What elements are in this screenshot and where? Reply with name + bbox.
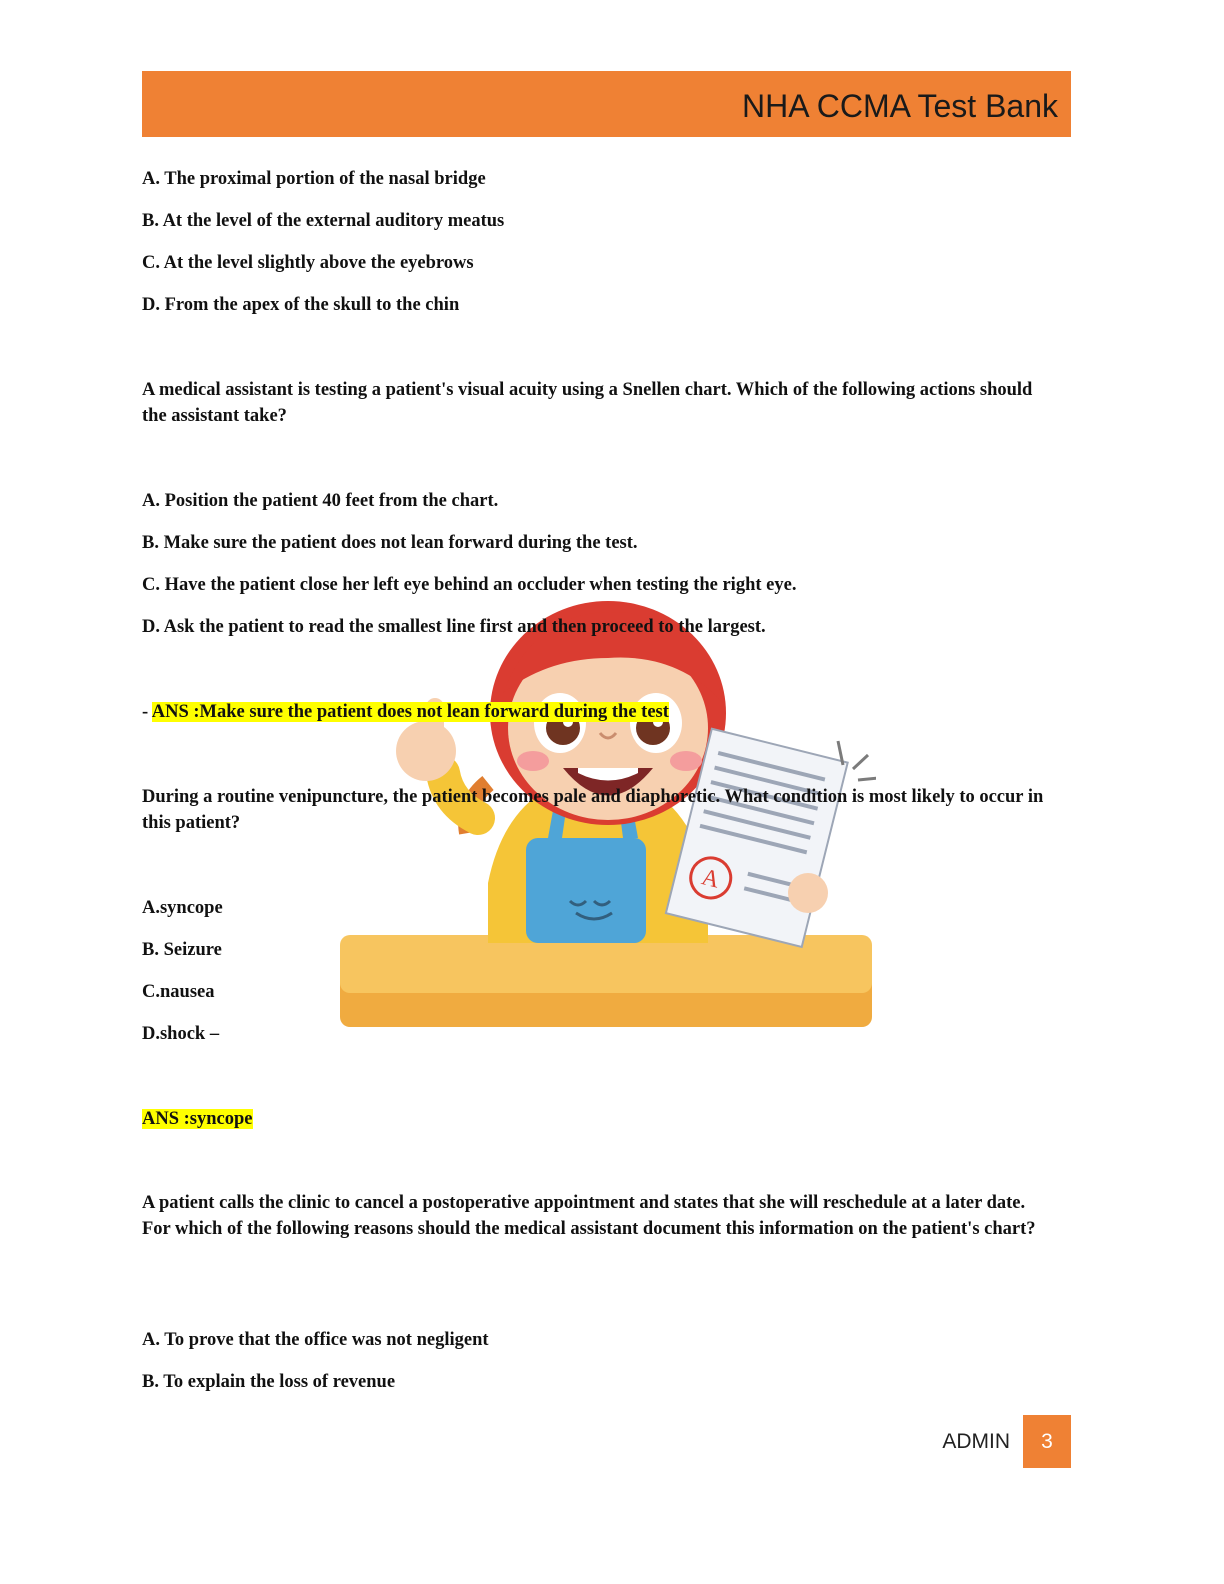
question-text: During a routine venipuncture, the patient becomes pale and diaphoretic. What condition is most likely to occur in this patient? xyxy=(142,787,1044,833)
answer-highlight: ANS :syncope xyxy=(142,1109,253,1129)
option-text: D. From the apex of the skull to the chin xyxy=(142,295,460,315)
answer-highlight: ANS :Make sure the patient does not lean forward during the test xyxy=(151,702,669,722)
option-text: B. Seizure xyxy=(142,940,222,960)
question-text: A patient calls the clinic to cancel a postoperative appointment and states that she will reschedule at a later date. For which of the following reasons should the medical assistant document this information on the patient's chart? xyxy=(142,1193,1036,1239)
option-text: B. Make sure the patient does not lean forward during the test. xyxy=(142,533,638,553)
option-text: A. The proximal portion of the nasal bridge xyxy=(142,169,486,189)
option-text: D.shock – xyxy=(142,1024,220,1044)
header-bar xyxy=(142,71,1071,137)
option-text: A. To prove that the office was not negligent xyxy=(142,1330,489,1350)
question-text: A medical assistant is testing a patient's visual acuity using a Snellen chart. Which of the following actions should the assistant take? xyxy=(142,380,1033,426)
option-text: C. At the level slightly above the eyebrows xyxy=(142,253,474,273)
option-text: C. Have the patient close her left eye behind an occluder when testing the right eye. xyxy=(142,575,797,595)
option-text: A. Position the patient 40 feet from the chart. xyxy=(142,491,499,511)
footer-label: ADMIN xyxy=(942,1430,1010,1453)
document-title: NHA CCMA Test Bank xyxy=(742,88,1058,124)
option-text: B. At the level of the external auditory meatus xyxy=(142,211,505,231)
option-text: D. Ask the patient to read the smallest line first and then proceed to the largest. xyxy=(142,617,766,637)
page-number: 3 xyxy=(1023,1415,1071,1468)
paper-grade: A xyxy=(698,864,723,894)
option-text: A.syncope xyxy=(142,898,223,918)
answer-prefix: - xyxy=(142,702,152,722)
answer-line xyxy=(142,1106,1052,1132)
option-text: C.nausea xyxy=(142,982,215,1002)
answer-line xyxy=(142,699,1052,725)
option-text: B. To explain the loss of revenue xyxy=(142,1372,396,1392)
